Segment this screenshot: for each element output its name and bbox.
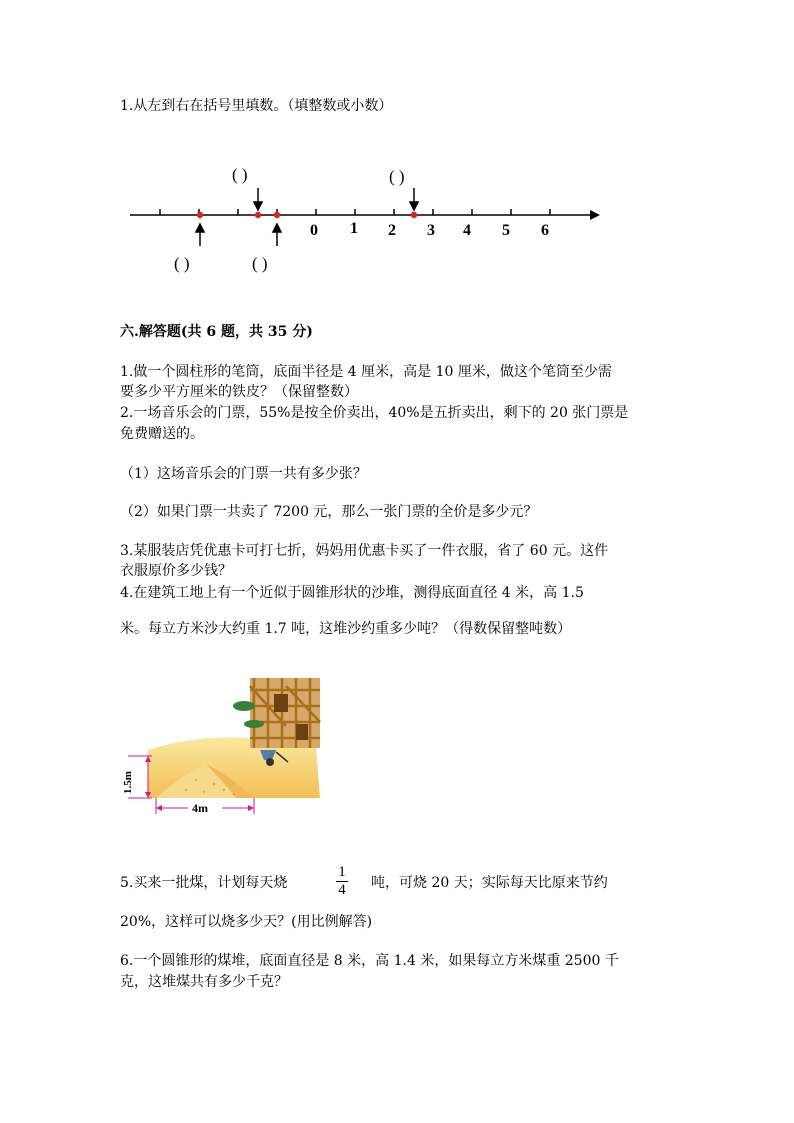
- q2-sub2: （2）如果门票一共卖了 7200 元，那么一张门票的全价是多少元？: [120, 504, 538, 520]
- height-label: 1.5m: [122, 771, 134, 794]
- width-label: 4m: [192, 801, 208, 815]
- q5-line2: 20%，这样可以烧多少天？(用比例解答): [120, 914, 373, 930]
- q2-line1: 2.一场音乐会的门票，55%是按全价卖出，40%是五折卖出，剩下的 20 张门票是: [120, 405, 629, 421]
- q5-fraction: [334, 864, 350, 899]
- q1-line1: 1.做一个圆柱形的笔筒，底面半径是 4 厘米，高是 10 厘米，做这个笔筒至少需: [120, 364, 612, 380]
- sand-pile-figure: [126, 676, 326, 822]
- point-c: [274, 212, 280, 218]
- q1-line2: 要多少平方厘米的铁皮？（保留整数）: [120, 384, 358, 400]
- q6-line1: 6.一个圆锥形的煤堆，底面直径是 8 米，高 1.4 米，如果每立方米煤重 2500 千: [120, 953, 619, 969]
- point-a: [197, 212, 203, 218]
- point-d: [411, 212, 417, 218]
- tick-label-4: 4: [463, 222, 471, 239]
- q3-line2: 衣服原价多少钱？: [120, 563, 232, 579]
- q5-part1: 5.买来一批煤，计划每天烧: [120, 875, 288, 891]
- axis-arrow-icon: [590, 210, 600, 220]
- q3-line1: 3.某服装店凭优惠卡可打七折，妈妈用优惠卡买了一件衣服，省了 60 元。这件: [120, 543, 609, 559]
- section-title: 六.解答题(共 6 题，共 35 分): [120, 324, 313, 340]
- blank-bottom-1: ( ): [174, 254, 190, 273]
- fill-question: 1.从左到右在括号里填数。（填整数或小数）: [120, 98, 393, 114]
- point-b: [255, 212, 261, 218]
- blank-bottom-2: ( ): [252, 254, 268, 273]
- number-line: [120, 160, 610, 280]
- blank-top-1: ( ): [232, 165, 248, 184]
- tick-label-6: 6: [541, 222, 549, 239]
- blank-top-2: ( ): [389, 167, 405, 186]
- tick-label-2: 2: [388, 222, 396, 239]
- fraction-denominator: 4: [338, 882, 346, 898]
- q2-sub1: （1）这场音乐会的门票一共有多少张？: [120, 466, 367, 482]
- tick-label-3: 3: [427, 222, 435, 239]
- q4-line2: 米。每立方米沙大约重 1.7 吨，这堆沙约重多少吨？（得数保留整吨数）: [120, 621, 572, 637]
- q2-line2: 免费赠送的。: [120, 426, 204, 442]
- fraction-numerator: 1: [338, 864, 346, 880]
- tick-label-0: 0: [310, 222, 318, 239]
- q4-line1: 4.在建筑工地上有一个近似于圆锥形状的沙堆，测得底面直径 4 米，高 1.5: [120, 585, 584, 601]
- tick-label-1: 1: [350, 220, 358, 237]
- q6-line2: 克，这堆煤共有多少千克？: [120, 974, 288, 990]
- q5-part2: 吨，可烧 20 天；实际每天比原来节约: [371, 875, 608, 891]
- tick-label-5: 5: [502, 222, 510, 239]
